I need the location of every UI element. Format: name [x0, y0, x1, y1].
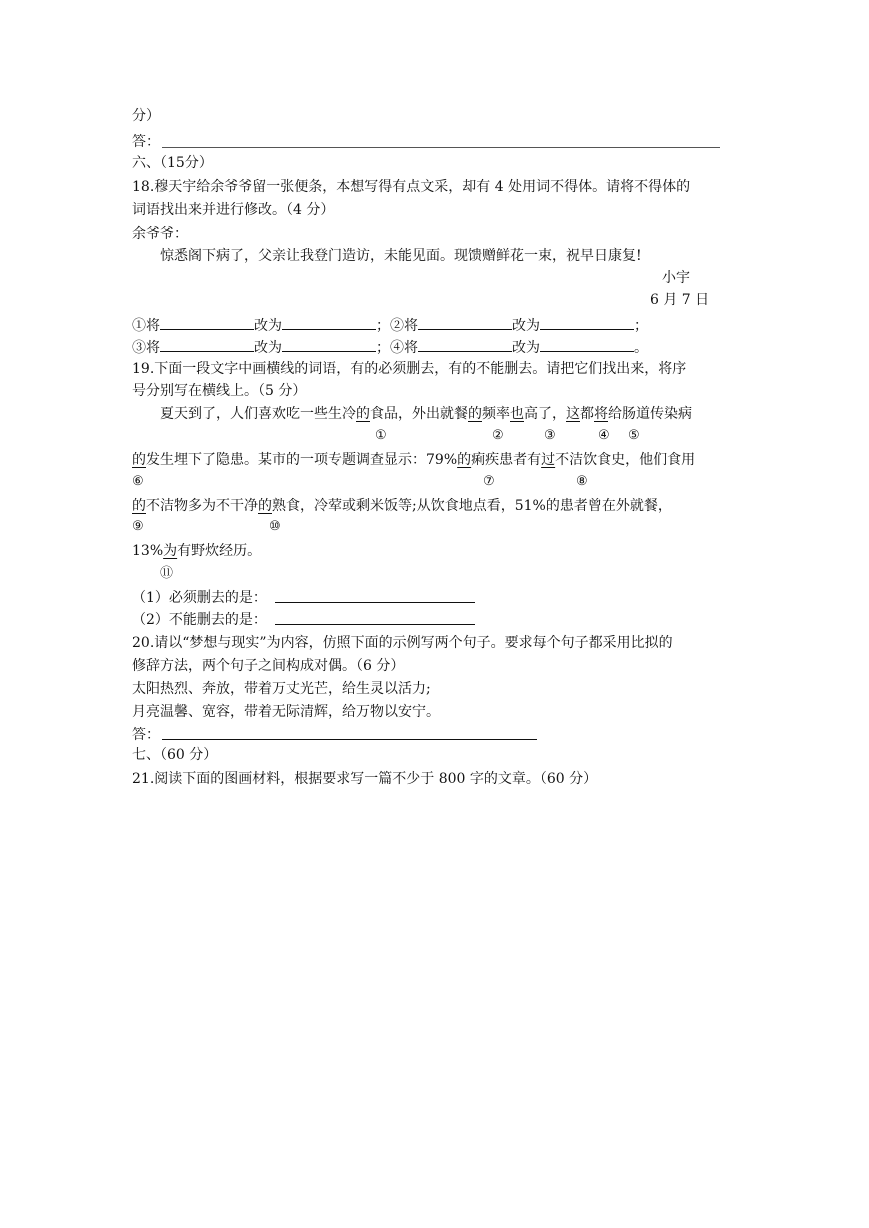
text: 给肠道传染病	[608, 406, 692, 422]
text: 频率	[482, 406, 510, 422]
marker: ⑦	[483, 474, 495, 489]
blank-field[interactable]	[282, 337, 376, 352]
label: ；	[634, 318, 648, 334]
text: 高了，	[524, 406, 566, 422]
text: 夏天到了，人们喜欢吃一些生冷	[160, 406, 356, 422]
underlined-word: 为	[163, 543, 178, 559]
answer-label: 答：	[132, 727, 160, 743]
note-signer: 小宇	[662, 270, 690, 286]
note-salutation: 余爷爷：	[132, 226, 188, 242]
note-date: 6 月 7 日	[650, 292, 710, 308]
blank-field[interactable]	[418, 315, 512, 330]
answer-line[interactable]	[275, 624, 475, 625]
blank-field[interactable]	[540, 337, 634, 352]
underlined-word: 的	[468, 406, 482, 422]
marker: ⑤	[628, 428, 640, 443]
text: 痢疾患者有	[471, 452, 542, 468]
text: 发生埋下了隐患。某市的一项专题调查显示：79%	[146, 452, 458, 468]
question-20-text: 20.请以“梦想与现实”为内容，仿照下面的示例写两个句子。要求每个句子都采用比拟的	[132, 635, 673, 651]
blank-field[interactable]	[160, 315, 254, 330]
marker: ⑪	[160, 566, 174, 581]
passage-line	[160, 404, 692, 424]
question-19-text: 19.下面一段文字中画横线的词语，有的必须删去，有的不能删去。请把它们找出来，将序	[132, 361, 687, 377]
answer-line[interactable]	[162, 147, 720, 148]
question-19-text: 号分别写在横线上。（5 分）	[132, 383, 307, 399]
label: ；②将	[376, 318, 418, 334]
answer-label: （1）必须删去的是：	[132, 590, 267, 606]
label: ①将	[132, 318, 160, 334]
passage-line	[132, 450, 695, 470]
underlined-word: 这	[566, 406, 580, 422]
blank-field[interactable]	[282, 315, 376, 330]
label: 改为	[512, 318, 540, 334]
underlined-word: 过	[541, 452, 556, 468]
text: 有野炊经历。	[177, 543, 262, 559]
marker: ②	[492, 428, 504, 443]
label: ；④将	[376, 340, 418, 356]
text: 熟食，冷荤或剩米饭等;从饮食地点看，51%的患者曾在外就餐，	[272, 498, 672, 514]
section-heading: 六、（15分）	[132, 155, 213, 171]
underlined-word: 的	[356, 406, 370, 422]
revision-row	[132, 337, 648, 358]
text: 食品，外出就餐	[370, 406, 468, 422]
marker: ④	[598, 428, 610, 443]
label: 改为	[254, 318, 282, 334]
answer-line[interactable]	[162, 739, 537, 740]
underlined-word: 的	[132, 452, 146, 468]
revision-row	[132, 315, 648, 336]
blank-field[interactable]	[160, 337, 254, 352]
text-line: 分）	[132, 108, 160, 124]
answer-line[interactable]	[275, 602, 475, 603]
underlined-word: 的	[258, 498, 272, 514]
passage-line	[132, 496, 672, 516]
text: 不洁饮食史，他们食用	[555, 452, 696, 468]
question-20-text: 修辞方法，两个句子之间构成对偶。（6 分）	[132, 658, 405, 674]
marker: ⑧	[576, 474, 588, 489]
underlined-word: 也	[510, 406, 524, 422]
label: 改为	[512, 340, 540, 356]
label: 改为	[254, 340, 282, 356]
underlined-word: 的	[457, 452, 472, 468]
marker: ①	[375, 428, 387, 443]
question-18-text: 词语找出来并进行修改。（4 分）	[132, 202, 335, 218]
question-18-text: 18.穆天宇给余爷爷留一张便条，本想写得有点文采，却有 4 处用词不得体。请将不得体的	[132, 179, 691, 195]
marker: ⑥	[132, 474, 144, 489]
label: ③将	[132, 340, 160, 356]
text: 13%	[132, 543, 164, 559]
blank-field[interactable]	[418, 337, 512, 352]
marker: ⑨	[132, 519, 144, 534]
text: 不洁物多为不干净	[146, 498, 258, 514]
note-body: 惊悉阁下病了，父亲让我登门造访，未能见面。现馈赠鲜花一束，祝早日康复!	[160, 248, 642, 264]
answer-label: （2）不能删去的是：	[132, 612, 267, 628]
answer-label: 答：	[132, 134, 160, 150]
label: 。	[634, 340, 648, 356]
marker: ③	[544, 428, 556, 443]
underlined-word: 的	[132, 498, 146, 514]
question-21-text: 21.阅读下面的图画材料，根据要求写一篇不少于 800 字的文章。（60 分）	[132, 771, 598, 787]
marker: ⑩	[269, 519, 281, 534]
section-heading: 七、（60 分）	[132, 747, 218, 763]
passage-line	[132, 541, 261, 561]
text: 都	[580, 406, 594, 422]
example-sentence: 月亮温馨、宽容，带着无际清辉，给万物以安宁。	[132, 704, 440, 720]
blank-field[interactable]	[540, 315, 634, 330]
example-sentence: 太阳热烈、奔放，带着万丈光芒，给生灵以活力;	[132, 681, 431, 697]
underlined-word: 将	[594, 406, 608, 422]
